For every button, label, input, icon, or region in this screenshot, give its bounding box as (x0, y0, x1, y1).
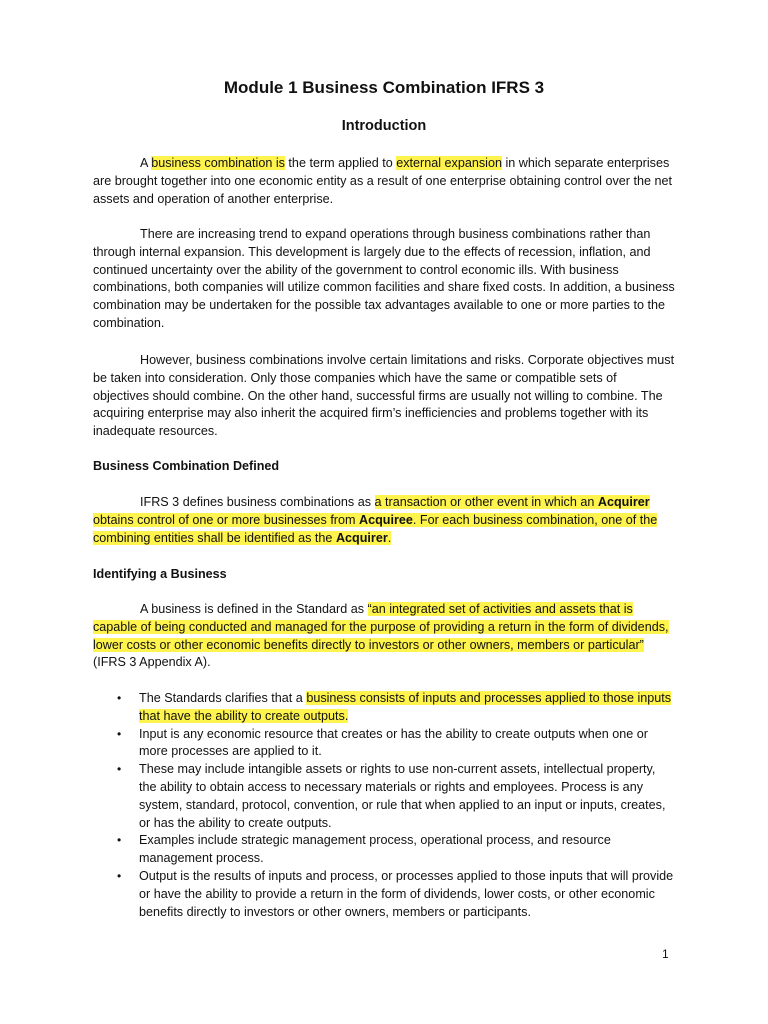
bullet-icon: • (117, 762, 122, 777)
paragraph-limitations: However, business combinations involve certain limitations and risks. Corporate objectives must be taken into consideration. Only those companies which have the same or compatible sets of objectives should combine. On the other hand, successful firms are usually not willing to combine. The acquiring enterprise may also inherit the acquired firm’s inefficiencies and problems together with its inadequate resources. (93, 353, 675, 439)
paragraph-ifrs3-definition: IFRS 3 defines business combinations as a transaction or other event in which an Acquirer obtains control of one or more businesses from Acquiree. For each business combination, one of the combining entities shall be identified as the Acquirer. (93, 495, 658, 545)
list-item: • Examples include strategic management process, operational process, and resource management process. (117, 833, 611, 866)
page-number: 1 (662, 947, 669, 961)
bullet-icon: • (117, 868, 122, 883)
bullet-list (93, 690, 675, 921)
highlight: business consists of inputs and processes applied to those inputs that have the ability to create outputs. (139, 691, 672, 723)
highlight: external expansion (396, 156, 502, 170)
highlight: a transaction or other event in which an Acquirer obtains control of one or more businesses from Acquiree. For each business combination, one of the combining entities shall be identified as the Acquirer. (93, 495, 658, 545)
list-item: • These may include intangible assets or rights to use non-current assets, intellectual property, the ability to obtain access to necessary materials or rights and employees. Process is any system, standard, protocol, convention, or rule that when applied to an input or inputs, creates, or has the ability to create outputs. (117, 762, 666, 830)
bullet-icon: • (117, 691, 122, 705)
highlight: business combination is (151, 156, 285, 170)
paragraph-business-definition: A business is defined in the Standard as “an integrated set of activities and assets that is capable of being conducted and managed for the purpose of providing a return in the form of dividends, lower costs or other economic benefits directly to investors or other owners, members or particular” (IFRS 3 Appendix A). (93, 602, 669, 670)
list-item: • Input is any economic resource that creates or has the ability to create outputs when one or more processes are applied to it. (117, 726, 648, 759)
section-title-introduction: Introduction (341, 118, 427, 134)
heading-identifying-a-business: Identifying a Business (93, 567, 227, 581)
list-item: • The Standards clarifies that a business consists of inputs and processes applied to those inputs that have the ability to create outputs. (117, 691, 672, 723)
bullet-icon: • (117, 833, 122, 848)
paragraph-definition: A business combination is the term applied to external expansion in which separate enterprises are brought together into one economic entity as a result of one enterprise obtaining control over the net assets and operation of another enterprise. (93, 156, 672, 206)
paragraph-trend: There are increasing trend to expand operations through business combinations rather than through internal expansion. This development is largely due to the effects of recession, inflation, and continued uncertainty over the ability of the government to control economic ills. With business combinations, both companies will utilize common facilities and share fixed costs. In addition, a business combination may be undertaken for the possible tax advantages available to one or more parties to the combination. (93, 227, 675, 330)
list-item: • Output is the results of inputs and process, or processes applied to those inputs that will provide or have the ability to provide a return in the form of dividends, lower costs, or other economic benefits directly to investors or other owners, members or participants. (117, 868, 674, 919)
highlight: “an integrated set of activities and assets that is capable of being conducted and managed for the purpose of providing a return in the form of dividends, lower costs or other economic benefits directly to investors or other owners, members or particular” (93, 602, 669, 652)
bullet-icon: • (117, 726, 122, 741)
heading-business-combination-defined: Business Combination Defined (93, 459, 280, 473)
document-title: Module 1 Business Combination IFRS 3 (223, 78, 545, 97)
